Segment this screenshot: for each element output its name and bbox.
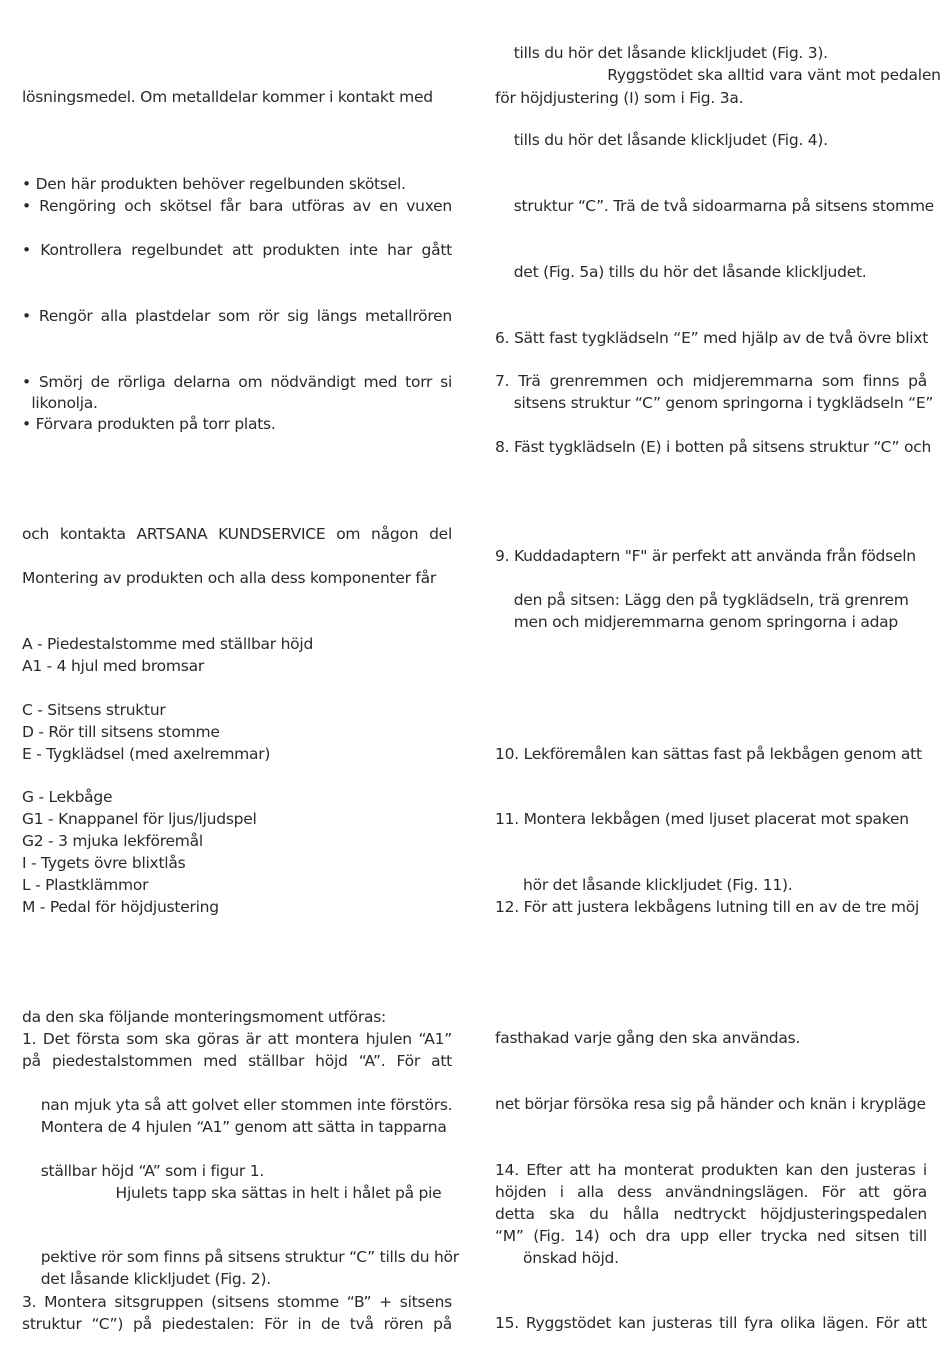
text-line: • Förvara produkten på torr plats. <box>22 415 276 433</box>
text-line: Montering av produkten och alla dess komponenter får <box>22 569 437 587</box>
text-line: men och midjeremmarna genom springorna i adap <box>495 613 899 631</box>
text-line: 10. Lekföremålen kan sättas fast på lekbågen genom att <box>495 745 922 763</box>
text-line: 1. Det första som ska göras är att montera hjulen “A1” <box>22 1030 452 1048</box>
text-line: sitsens struktur “C” genom springorna i tygklädseln “E” <box>495 394 934 412</box>
text-line: • Kontrollera regelbundet att produkten inte har gått <box>22 241 452 259</box>
text-line: “M” (Fig. 14) och dra upp eller trycka ned sitsen till <box>495 1227 927 1245</box>
text-line: likonolja. <box>22 394 98 412</box>
text-line: L - Plastklämmor <box>22 876 149 894</box>
text-line: lösningsmedel. Om metalldelar kommer i kontakt med <box>22 88 433 106</box>
text-line: 15. Ryggstödet kan justeras till fyra olika lägen. För att <box>495 1314 927 1332</box>
text-line: och kontakta ARTSANA KUNDSERVICE om någon del <box>22 525 452 543</box>
text-line: G2 - 3 mjuka lekföremål <box>22 832 203 850</box>
text-line: M - Pedal för höjdjustering <box>22 898 219 916</box>
text-line: tills du hör det låsande klickljudet (Fig. 3). <box>495 44 828 62</box>
text-line: struktur “C”. Trä de två sidoarmarna på sitsens stomme <box>495 197 934 215</box>
text-line: Ryggstödet ska alltid vara vänt mot pedalen <box>495 66 941 84</box>
text-line: 6. Sätt fast tygklädseln “E” med hjälp av de två övre blixt <box>495 329 929 347</box>
text-line: G1 - Knappanel för ljus/ljudspel <box>22 810 257 828</box>
text-line: A - Piedestalstomme med ställbar höjd <box>22 635 314 653</box>
text-line: höjden i alla dess användningslägen. För att göra <box>495 1183 927 1201</box>
text-line: det låsande klickljudet (Fig. 2). <box>22 1270 271 1288</box>
text-line: I - Tygets övre blixtlås <box>22 854 186 872</box>
text-line: ställbar höjd “A” som i figur 1. <box>22 1162 264 1180</box>
text-line: på piedestalstommen med ställbar höjd “A”. För att <box>22 1052 452 1070</box>
text-line: nan mjuk yta så att golvet eller stommen inte förstörs. <box>22 1096 453 1114</box>
text-line: fasthakad varje gång den ska användas. <box>495 1029 801 1047</box>
text-line: pektive rör som finns på sitsens struktur “C” tills du hör <box>22 1248 459 1266</box>
text-line: G - Lekbåge <box>22 788 113 806</box>
text-line: 7. Trä grenremmen och midjeremmarna som finns på <box>495 372 927 390</box>
text-line: A1 - 4 hjul med bromsar <box>22 657 204 675</box>
text-line: hör det låsande klickljudet (Fig. 11). <box>495 876 793 894</box>
text-line: 14. Efter att ha monterat produkten kan den justeras i <box>495 1161 927 1179</box>
text-line: D - Rör till sitsens stomme <box>22 723 220 741</box>
text-line: det (Fig. 5a) tills du hör det låsande klickljudet. <box>495 263 867 281</box>
text-line: struktur “C”) på piedestalen: För in de två rören på <box>22 1315 452 1333</box>
text-line: tills du hör det låsande klickljudet (Fig. 4). <box>495 131 828 149</box>
text-line: • Rengöring och skötsel får bara utföras av en vuxen <box>22 197 452 215</box>
text-line: Montera de 4 hjulen “A1” genom att sätta in tapparna <box>22 1118 447 1136</box>
text-line: • Smörj de rörliga delarna om nödvändigt med torr si <box>22 373 452 391</box>
text-line: önskad höjd. <box>495 1249 619 1267</box>
text-line: 12. För att justera lekbågens lutning till en av de tre möj <box>495 898 920 916</box>
text-line: • Den här produkten behöver regelbunden skötsel. <box>22 175 406 193</box>
text-line: Hjulets tapp ska sättas in helt i hålet på pie <box>22 1184 442 1202</box>
text-line: 9. Kuddadaptern "F" är perfekt att använda från födseln <box>495 547 916 565</box>
text-line: net börjar försöka resa sig på händer och knän i krypläge <box>495 1095 926 1113</box>
text-line: för höjdjustering (I) som i Fig. 3a. <box>495 89 744 107</box>
text-line: 8. Fäst tygklädseln (E) i botten på sitsens struktur “C” och <box>495 438 932 456</box>
text-line: detta ska du hålla nedtryckt höjdjusteringspedalen <box>495 1205 927 1223</box>
text-line: den på sitsen: Lägg den på tygklädseln, trä grenrem <box>495 591 909 609</box>
text-line: da den ska följande monteringsmoment utföras: <box>22 1008 387 1026</box>
text-line: E - Tygklädsel (med axelremmar) <box>22 745 271 763</box>
text-line: 3. Montera sitsgruppen (sitsens stomme “B” + sitsens <box>22 1293 452 1311</box>
text-line: • Rengör alla plastdelar som rör sig längs metallrören <box>22 307 452 325</box>
text-line: 11. Montera lekbågen (med ljuset placerat mot spaken <box>495 810 909 828</box>
text-line: C - Sitsens struktur <box>22 701 166 719</box>
